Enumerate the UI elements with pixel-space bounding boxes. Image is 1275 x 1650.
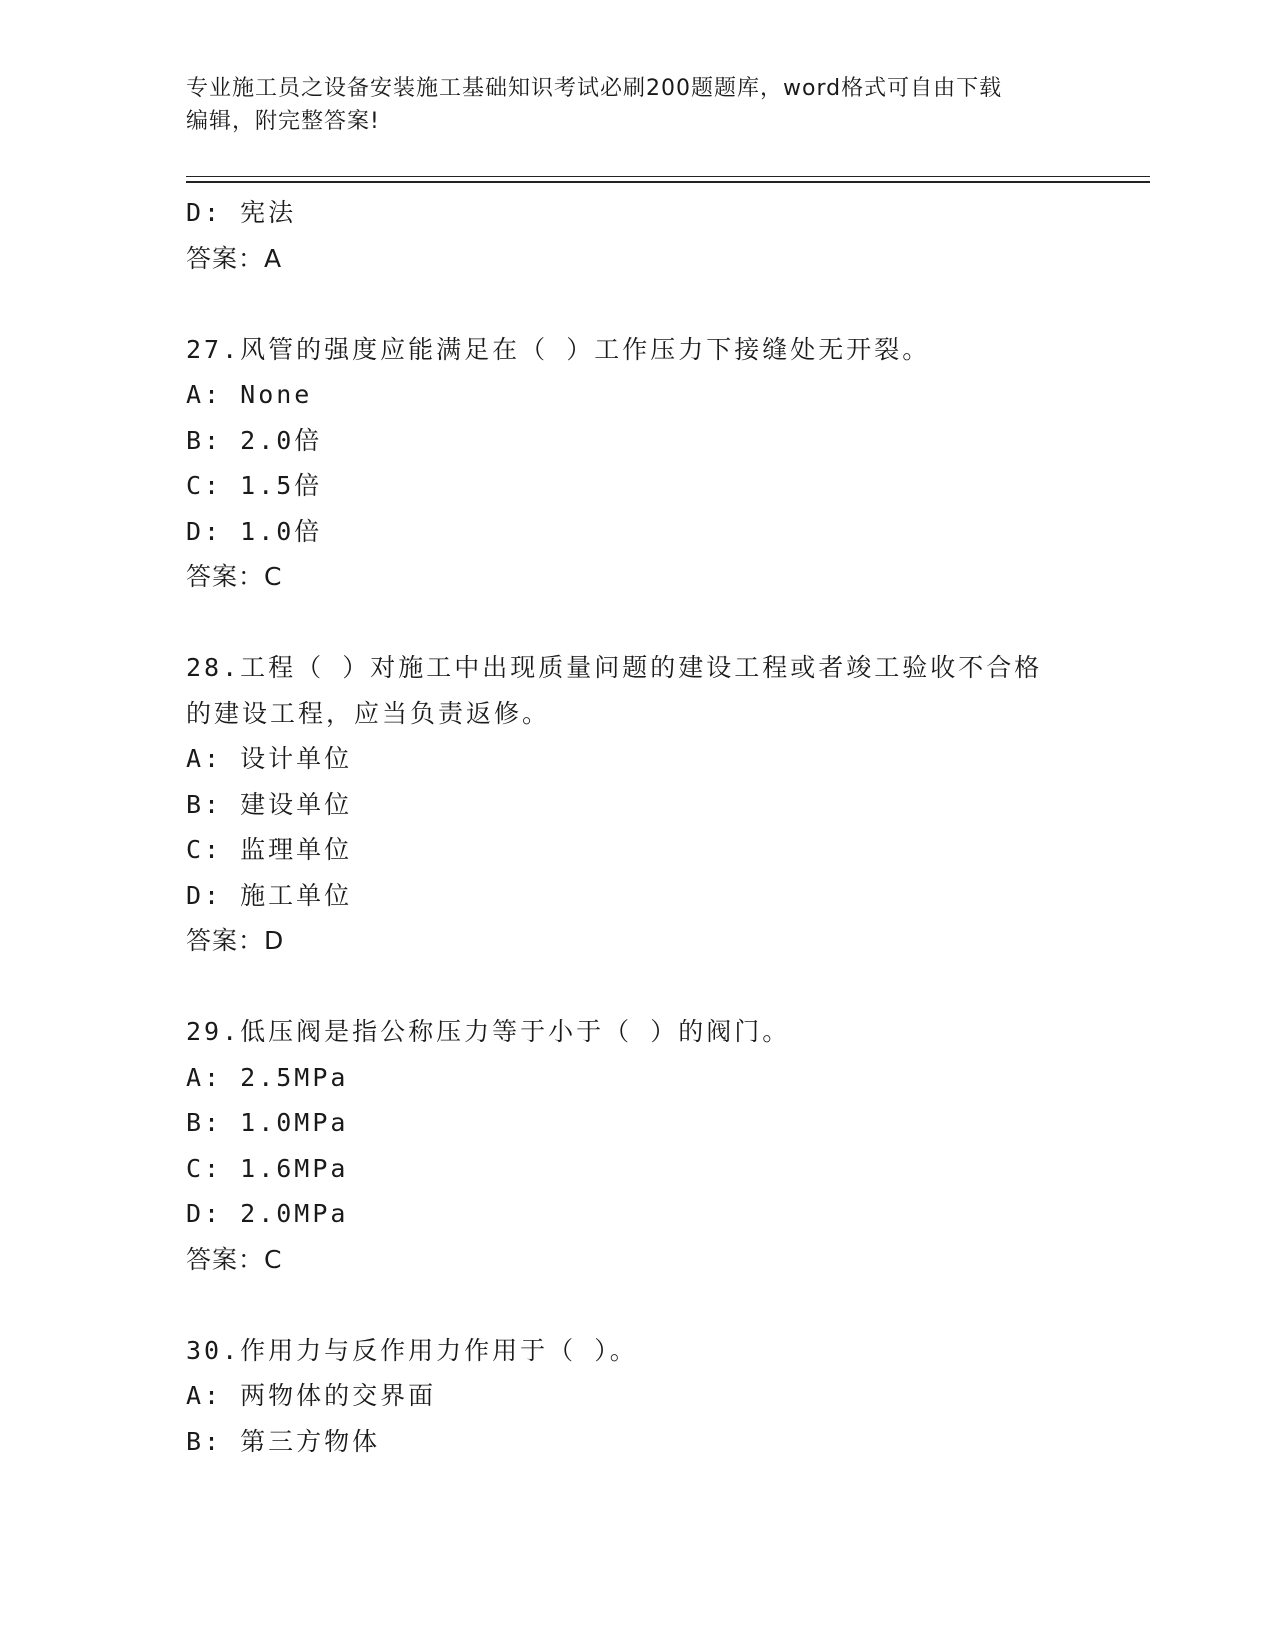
header-divider-thin [186, 176, 1150, 177]
question-29 [186, 1009, 1086, 1282]
question-text-line-1: 28.工程（ ）对施工中出现质量问题的建设工程或者竣工验收不合格 [186, 653, 1043, 682]
option-c: C: 1.5倍 [186, 471, 323, 500]
option-d: D: 宪法 [186, 198, 297, 227]
spacer [186, 964, 1086, 1010]
question-27 [186, 327, 1086, 600]
answer-line: 答案：C [186, 562, 283, 591]
option-a: A: None [186, 380, 313, 409]
option-c: C: 1.6MPa [186, 1153, 349, 1183]
option-b: B: 1.0MPa [186, 1108, 349, 1137]
answer-line: 答案：D [186, 926, 285, 955]
option-a: A: 设计单位 [186, 744, 353, 773]
answer-line: 答案：C [186, 1244, 283, 1274]
header-title-line-1: 专业施工员之设备安装施工基础知识考试必刷200题题库，word格式可自由下载 [186, 76, 1003, 101]
option-a: A: 两物体的交界面 [186, 1381, 437, 1410]
option-c: C: 监理单位 [186, 835, 353, 864]
answer-line: 答案：A [186, 243, 283, 273]
spacer [186, 281, 1086, 327]
question-28 [186, 645, 1086, 964]
spacer [186, 600, 1086, 646]
document-header [186, 72, 1086, 138]
question-26-tail [186, 190, 1086, 281]
option-b: B: 2.0倍 [186, 425, 323, 455]
header-title-line-2: 编辑，附完整答案! [186, 109, 380, 134]
question-text: 30.作用力与反作用力作用于（ ）。 [186, 1335, 638, 1365]
option-d: D: 1.0倍 [186, 516, 323, 546]
question-text-line-2: 的建设工程，应当负责返修。 [186, 698, 551, 728]
option-b: B: 第三方物体 [186, 1426, 381, 1456]
question-30 [186, 1328, 1086, 1465]
header-divider-thick [186, 181, 1150, 183]
question-text: 27.风管的强度应能满足在（ ）工作压力下接缝处无开裂。 [186, 334, 931, 364]
option-d: D: 施工单位 [186, 880, 353, 910]
spacer [186, 1282, 1086, 1328]
option-b: B: 建设单位 [186, 789, 353, 819]
question-list [186, 190, 1086, 1464]
option-a: A: 2.5MPa [186, 1062, 349, 1092]
option-d: D: 2.0MPa [186, 1199, 349, 1228]
question-text: 29.低压阀是指公称压力等于小于（ ）的阀门。 [186, 1017, 791, 1046]
